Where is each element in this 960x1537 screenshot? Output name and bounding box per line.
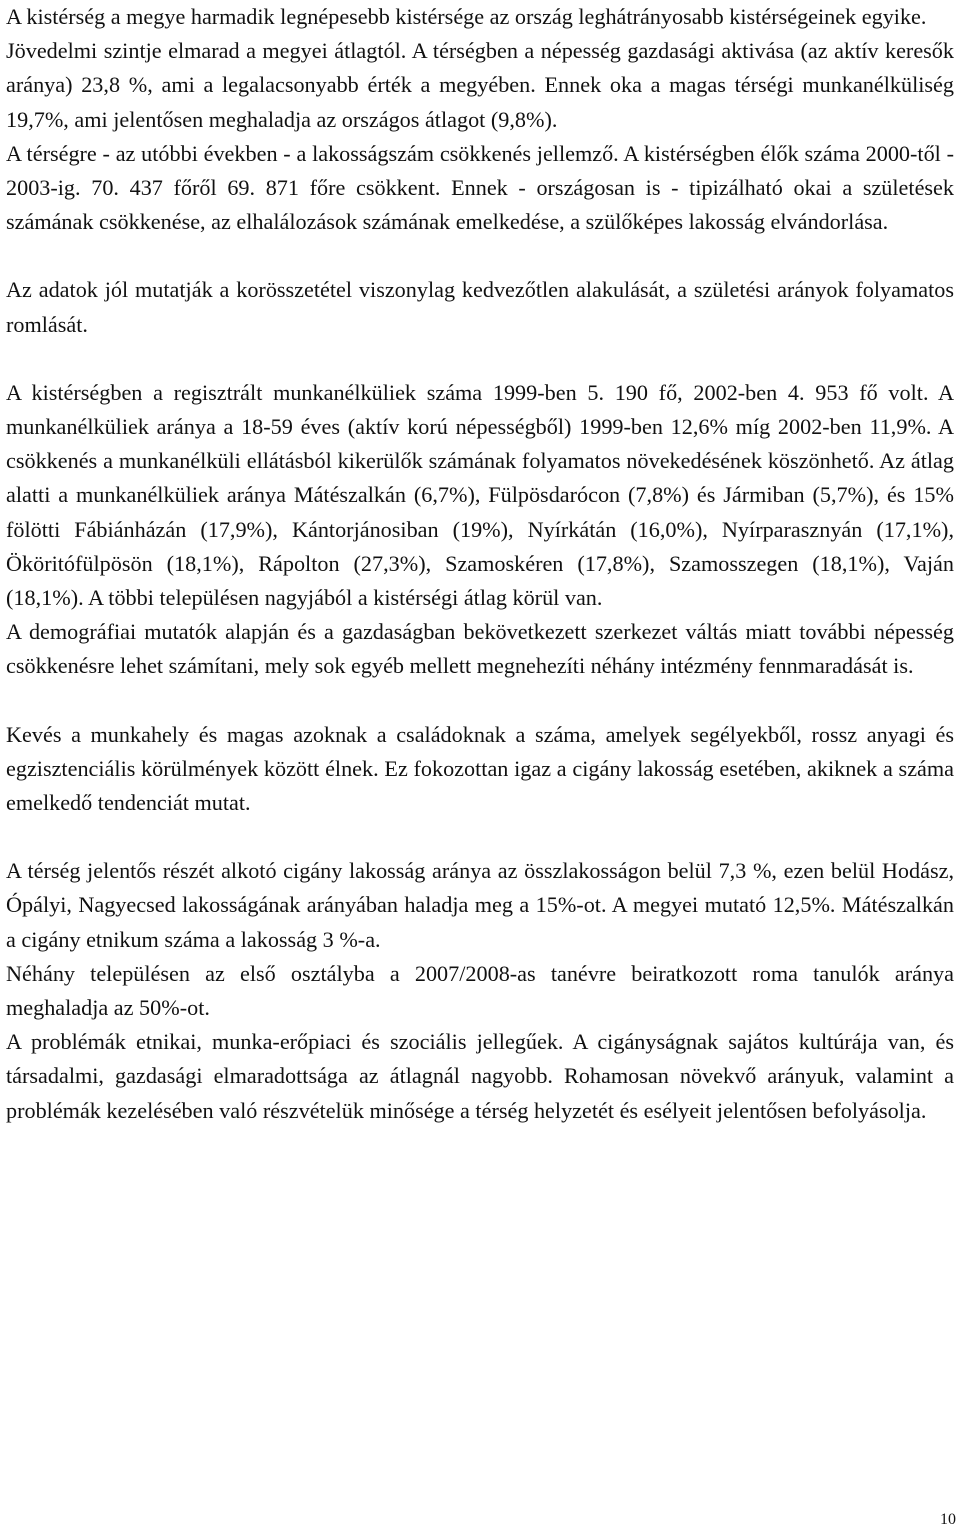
paragraph-roma-population: A térség jelentős részét alkotó cigány lakosság aránya az összlakosságon belül 7,3 %, ezen belül Hodász, Ópályi, Nagyecsed lakosságának arányában haladja meg a 15%-ot. A megyei mutató 12,5%. Mátészalkán a cigány etnikum száma a lakosság 3 %-a. (6, 858, 954, 952)
document-body (6, 0, 954, 1128)
paragraph-income-activity: Jövedelmi szintje elmarad a megyei átlagtól. A térségben a népesség gazdasági aktivása (az aktív keresők aránya) 23,8 %, ami a legalacsonyabb érték a megyében. Ennek oka a magas térségi munkanélküliség 19,7%, ami jelentősen meghaladja az országos átlagot (9,8%). (6, 38, 954, 132)
paragraph-age-structure: Az adatok jól mutatják a korösszetétel viszonylag kedvezőtlen alakulását, a születési arányok folyamatos romlását. (6, 277, 954, 337)
paragraph-unemployment: A kistérségben a regisztrált munkanélküliek száma 1999-ben 5. 190 fő, 2002-ben 4. 953 fő volt. A munkanélküliek aránya a 18-59 éves (aktív korú népességből) 1999-ben 12,6% míg 2002-ben 11,9%. A csökkenés a munkanélküli ellátásból kikerülők számának folyamatos növekedésének köszönhető. Az átlag alatti a munkanélküliek aránya Mátészalkán (6,7%), Fülpösdarócon (7,8%) és Jármiban (5,7%), és 15% fölötti Fábiánházán (17,9%), Kántorjánosiban (19%), Nyírkátán (16,0%), Nyírparasznyán (17,1%), Ököritófülpösön (18,1%), Rápolton (27,3%), Szamoskéren (17,8%), Szamosszegen (18,1%), Vaján (18,1%). A többi településen nagyjából a kistérségi átlag körül van. (6, 379, 954, 611)
paragraph-demographic-outlook: A demográfiai mutatók alapján és a gazdaságban bekövetkezett szerkezet váltás miatt további népesség csökkenésre lehet számítani, mely sok egyéb mellett megnehezíti néhány intézmény fennmaradását is. (6, 619, 954, 679)
paragraph-social-conditions: Kevés a munkahely és magas azoknak a családoknak a száma, amelyek segélyekből, rossz anyagi és egzisztenciális körülmények között élnek. Ez fokozottan igaz a cigány lakosság esetében, akiknek a száma emelkedő tendenciát mutat. (6, 721, 954, 816)
paragraph-population-decline: A térségre - az utóbbi években - a lakosságszám csökkenés jellemző. A kistérségben élők száma 2000-től - 2003-ig. 70. 437 főről 69. 871 főre csökkent. Ennek - országosan is - tipizálható okai a születések számának csökkenése, az elhalálozások számának emelkedése, a szülőképes lakosság elvándorlása. (6, 140, 954, 235)
paragraph-kisterseg-rank: A kistérség a megye harmadik legnépesebb kistérsége az ország leghátrányosabb kistérségeinek egyike. (6, 4, 927, 29)
paragraph-problems: A problémák etnikai, munka-erőpiaci és szociális jellegűek. A cigányságnak sajátos kultúrája van, és társadalmi, gazdasági elmaradottsága az átlagnál nagyobb. Rohamosan növekvő arányuk, valamint a problémák kezelésében való részvételük minősége a térség helyzetét és esélyeit jelentősen befolyásolja. (6, 1029, 954, 1123)
page-number: 10 (940, 1511, 956, 1528)
paragraph-roma-pupils: Néhány településen az első osztályba a 2007/2008-as tanévre beiratkozott roma tanulók aránya meghaladja az 50%-ot. (6, 960, 954, 1021)
